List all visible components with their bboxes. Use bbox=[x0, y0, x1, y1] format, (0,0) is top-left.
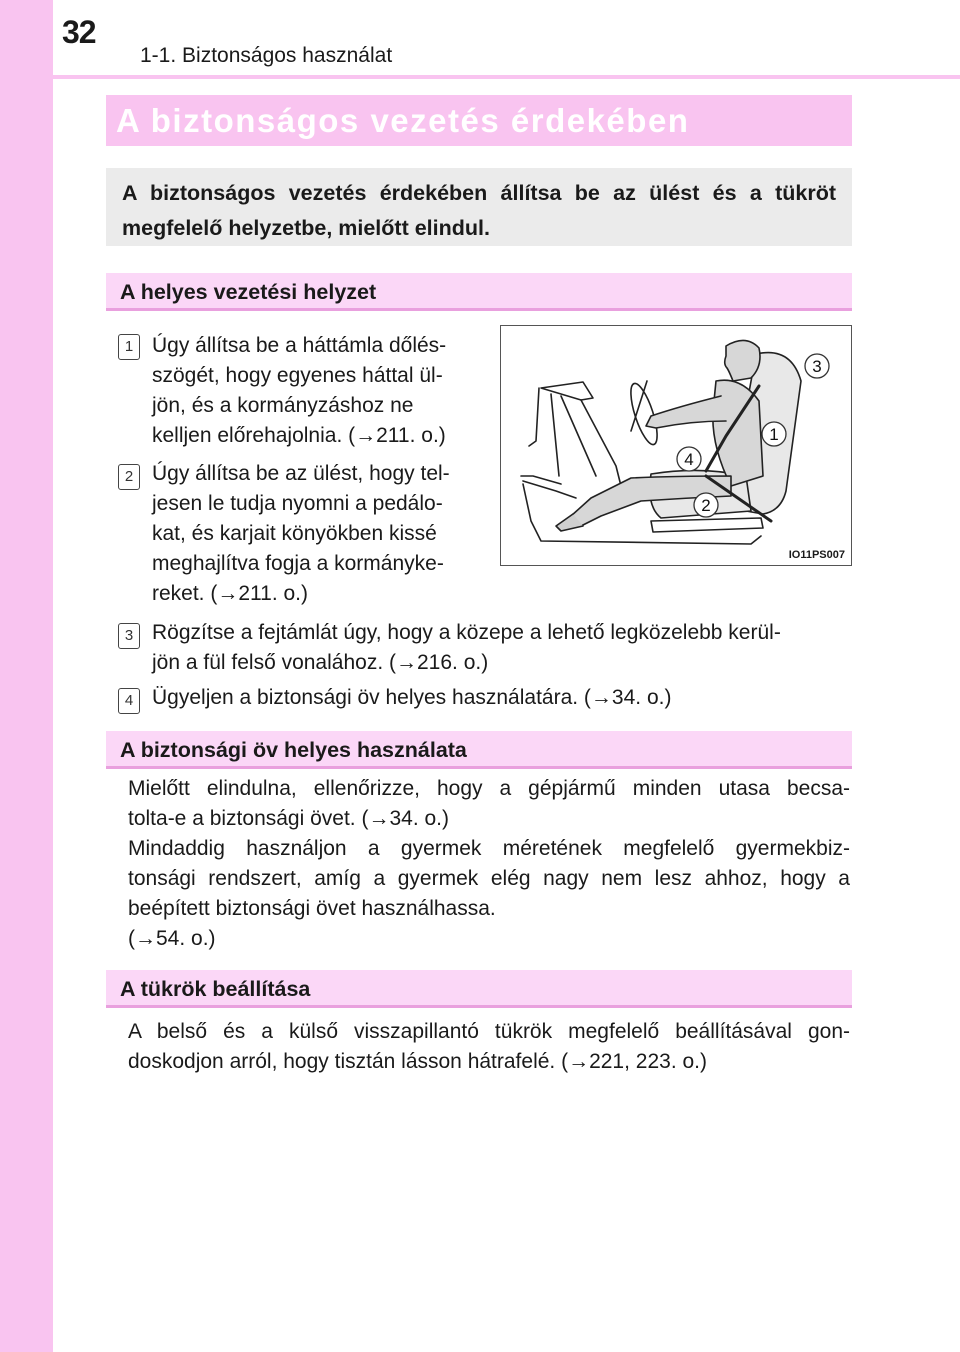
item-line: Ügyeljen a biztonsági öv helyes használatára. (→34. o.) bbox=[152, 686, 672, 709]
item-line: kat, és karjait könyökben kissé bbox=[152, 522, 437, 545]
item-line: jön a fül felső vonalához. (→216. o.) bbox=[152, 651, 489, 674]
seat-belt-paragraph bbox=[128, 774, 850, 954]
item-line: Úgy állítsa be a háttámla dőlés- bbox=[152, 334, 447, 357]
page-title: A biztonságos vezetés érdekében bbox=[106, 95, 852, 146]
section-heading-mirrors: A tükrök beállítása bbox=[106, 970, 852, 1008]
section-heading-driving-position: A helyes vezetési helyzet bbox=[106, 273, 852, 311]
intro-line: megfelelő helyzetbe, mielőtt elindul. bbox=[122, 216, 490, 240]
header-divider bbox=[53, 75, 960, 79]
item-line: Rögzítse a fejtámlát úgy, hogy a közepe a lehető legközelebb kerül- bbox=[152, 621, 781, 644]
item-badge: 3 bbox=[118, 623, 140, 649]
list-item bbox=[152, 683, 671, 713]
list-item bbox=[152, 331, 446, 451]
para-line: (→54. o.) bbox=[128, 927, 216, 950]
callout-label: 1 bbox=[769, 425, 779, 444]
item-badge: 1 bbox=[118, 334, 140, 360]
illustration-svg bbox=[501, 326, 850, 564]
para-line: tolta-e a biztonsági övet. (→34. o.) bbox=[128, 807, 449, 830]
para-line: Mielőtt elindulna, ellenőrizze, hogy a gépjármű minden utasa becsa- bbox=[128, 777, 850, 800]
para-line: beépített biztonsági övet használhassa. bbox=[128, 897, 496, 920]
para-line: Mindaddig használjon a gyermek méretének megfelelő gyermekbiz- bbox=[128, 837, 850, 860]
callout-label: 3 bbox=[812, 357, 822, 376]
item-badge: 2 bbox=[118, 464, 140, 490]
para-line: doskodjon arról, hogy tisztán lásson hátrafelé. (→221, 223. o.) bbox=[128, 1050, 707, 1073]
item-line: szögét, hogy egyenes háttal ül- bbox=[152, 364, 443, 387]
callout-label: 4 bbox=[684, 450, 694, 469]
intro-line: A biztonságos vezetés érdekében állítsa be az ülést és a tükröt bbox=[122, 181, 836, 205]
item-line: meghajlítva fogja a kormányke- bbox=[152, 552, 444, 575]
item-line: jön, és a kormányzáshoz ne bbox=[152, 394, 414, 417]
item-line: kelljen előrehajolnia. (→211. o.) bbox=[152, 424, 446, 447]
section-breadcrumb: 1-1. Biztonságos használat bbox=[140, 44, 393, 67]
driving-position-illustration bbox=[500, 325, 852, 566]
figure-code: IO11PS007 bbox=[788, 549, 845, 561]
list-item bbox=[152, 618, 852, 678]
para-line: A belső és a külső visszapillantó tükrök megfelelő beállításával gon- bbox=[128, 1020, 850, 1043]
intro-box bbox=[106, 168, 852, 246]
side-color-bar bbox=[0, 0, 53, 1352]
para-line: tonsági rendszert, amíg a gyermek elég nagy nem lesz ahhoz, hogy a bbox=[128, 867, 850, 890]
section-heading-seat-belt: A biztonsági öv helyes használata bbox=[106, 731, 852, 769]
page-number: 32 bbox=[62, 14, 96, 50]
item-line: reket. (→211. o.) bbox=[152, 582, 309, 605]
list-item bbox=[152, 459, 450, 609]
item-line: jesen le tudja nyomni a pedálo- bbox=[152, 492, 443, 515]
mirrors-paragraph bbox=[128, 1017, 850, 1077]
callout-label: 2 bbox=[701, 496, 711, 515]
item-line: Úgy állítsa be az ülést, hogy tel- bbox=[152, 462, 450, 485]
item-badge: 4 bbox=[118, 688, 140, 714]
